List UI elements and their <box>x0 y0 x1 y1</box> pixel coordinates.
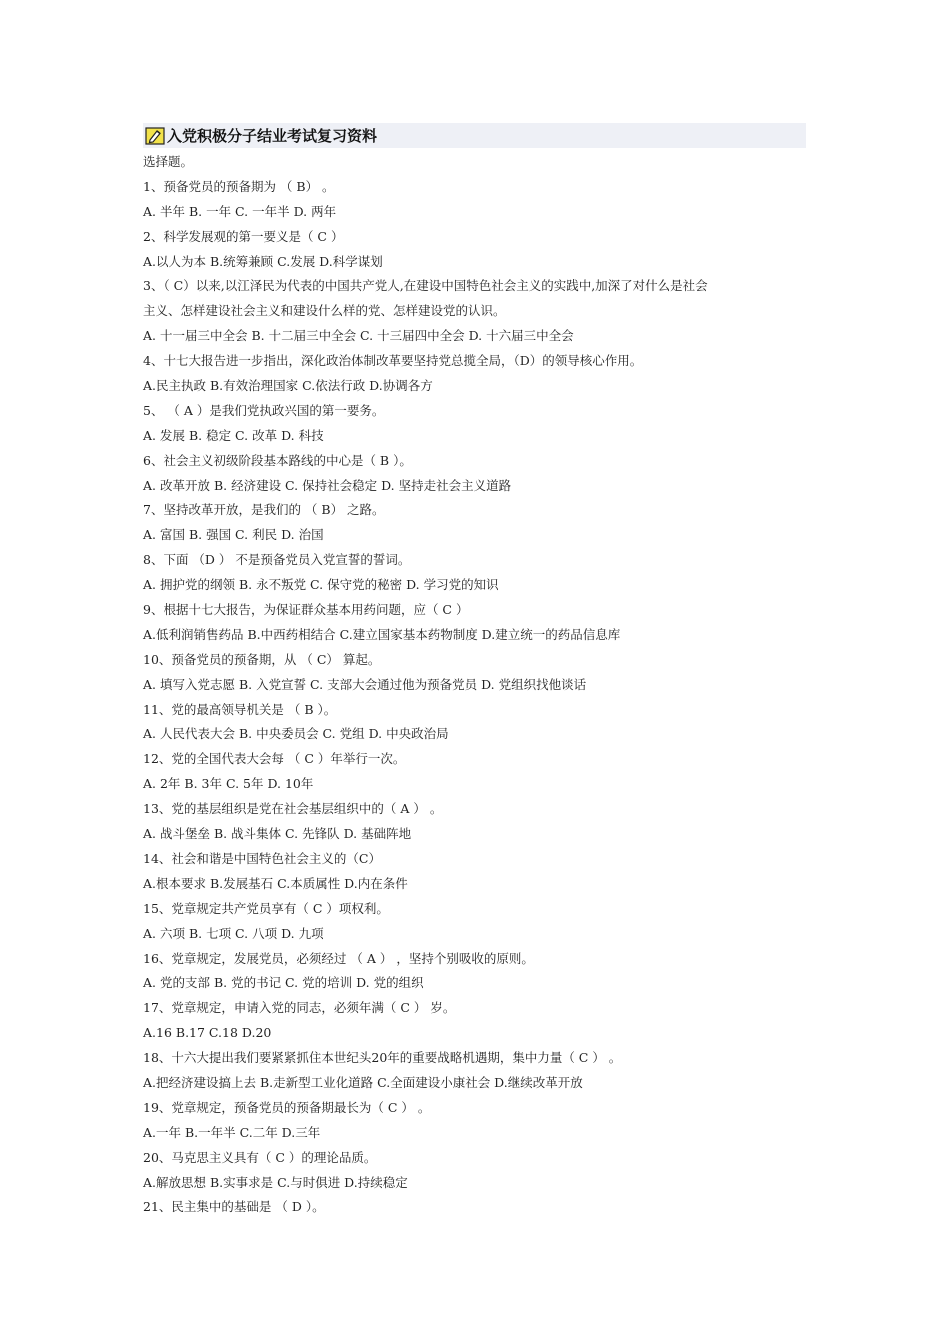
text-line: A.以人为本 B.统筹兼顾 C.发展 D.科学谋划 <box>143 253 383 269</box>
text-line: 13、党的基层组织是党在社会基层组织中的（ A ） 。 <box>143 801 443 817</box>
text-line: 主义、怎样建设社会主义和建设什么样的党、怎样建设党的认识。 <box>143 303 506 319</box>
text-line: 9、根据十七大报告，为保证群众基本用药问题，应（ C ） <box>143 602 469 618</box>
page-title: 入党积极分子结业考试复习资料 <box>167 127 378 145</box>
text-line: A.把经济建设搞上去 B.走新型工业化道路 C.全面建设小康社会 D.继续改革开放 <box>143 1074 583 1090</box>
text-line: 19、党章规定，预备党员的预备期最长为（ C ） 。 <box>143 1099 431 1115</box>
text-line: 21、民主集中的基础是 （ D ）。 <box>143 1199 325 1215</box>
text-line: 8、下面 （D ） 不是预备党员入党宣誓的誓词。 <box>143 552 411 568</box>
text-line: A. 十一届三中全会 B. 十二届三中全会 C. 十三届四中全会 D. 十六届三中全会 <box>143 328 574 344</box>
text-line: 3、（ C）以来,以江泽民为代表的中国共产党人,在建设中国特色社会主义的实践中,加深了对什么是社会 <box>143 278 708 294</box>
pencil-note-icon <box>145 127 165 145</box>
text-line: A. 2年 B. 3年 C. 5年 D. 10年 <box>143 776 314 792</box>
text-line: 17、党章规定，申请入党的同志，必须年满（ C ） 岁。 <box>143 1000 456 1016</box>
text-line: A.低利润销售药品 B.中西药相结合 C.建立国家基本药物制度 D.建立统一的药品信息库 <box>143 626 621 642</box>
text-line: A.16 B.17 C.18 D.20 <box>143 1025 272 1041</box>
text-line: A. 人民代表大会 B. 中央委员会 C. 党组 D. 中央政治局 <box>143 726 449 742</box>
text-line: 15、党章规定共产党员享有（ C ）项权利。 <box>143 900 389 916</box>
text-line: A. 拥护党的纲领 B. 永不叛党 C. 保守党的秘密 D. 学习党的知识 <box>143 577 499 593</box>
text-line: 14、社会和谐是中国特色社会主义的（C） <box>143 850 381 866</box>
text-line: 4、十七大报告进一步指出，深化政治体制改革要坚持党总揽全局，（D）的领导核心作用。 <box>143 353 643 369</box>
text-line: A. 战斗堡垒 B. 战斗集体 C. 先锋队 D. 基础阵地 <box>143 826 412 842</box>
text-line: 12、党的全国代表大会每 （ C ）年举行一次。 <box>143 751 406 767</box>
text-line: 6、社会主义初级阶段基本路线的中心是（ B ）。 <box>143 452 412 468</box>
text-line: A.民主执政 B.有效治理国家 C.依法行政 D.协调各方 <box>143 378 433 394</box>
text-line: 1、预备党员的预备期为 （ B） 。 <box>143 178 335 194</box>
text-line: A. 填写入党志愿 B. 入党宣誓 C. 支部大会通过他为预备党员 D. 党组织找他谈话 <box>143 676 587 692</box>
text-line: A.根本要求 B.发展基石 C.本质属性 D.内在条件 <box>143 875 408 891</box>
text-line: A.解放思想 B.实事求是 C.与时俱进 D.持续稳定 <box>143 1174 408 1190</box>
text-line: 7、坚持改革开放，是我们的 （ B） 之路。 <box>143 502 385 518</box>
text-line: A. 半年 B. 一年 C. 一年半 D. 两年 <box>143 203 337 219</box>
text-line: A. 富国 B. 强国 C. 利民 D. 治国 <box>143 527 324 543</box>
text-line: 20、马克思主义具有（ C ）的理论品质。 <box>143 1149 377 1165</box>
title-bar <box>143 123 806 148</box>
text-line: 18、十六大提出我们要紧紧抓住本世纪头20年的重要战略机遇期，集中力量（ C ） 。 <box>143 1050 622 1066</box>
text-line: 10、预备党员的预备期，从 （ C） 算起。 <box>143 651 381 667</box>
text-line: A. 改革开放 B. 经济建设 C. 保持社会稳定 D. 坚持走社会主义道路 <box>143 477 512 493</box>
text-line: A.一年 B.一年半 C.二年 D.三年 <box>143 1124 321 1140</box>
text-line: A. 发展 B. 稳定 C. 改革 D. 科技 <box>143 427 324 443</box>
text-line: 11、党的最高领导机关是 （ B ）。 <box>143 701 337 717</box>
text-line: A. 六项 B. 七项 C. 八项 D. 九项 <box>143 925 324 941</box>
text-line: 16、党章规定，发展党员，必须经过 （ A ） ，坚持个别吸收的原则。 <box>143 950 534 966</box>
text-line: 选择题。 <box>143 154 194 169</box>
text-line: 5、 （ A ）是我们党执政兴国的第一要务。 <box>143 402 385 418</box>
text-line: 2、科学发展观的第一要义是（ C ） <box>143 228 344 244</box>
document-body <box>143 150 813 1220</box>
text-line: A. 党的支部 B. 党的书记 C. 党的培训 D. 党的组织 <box>143 975 424 991</box>
